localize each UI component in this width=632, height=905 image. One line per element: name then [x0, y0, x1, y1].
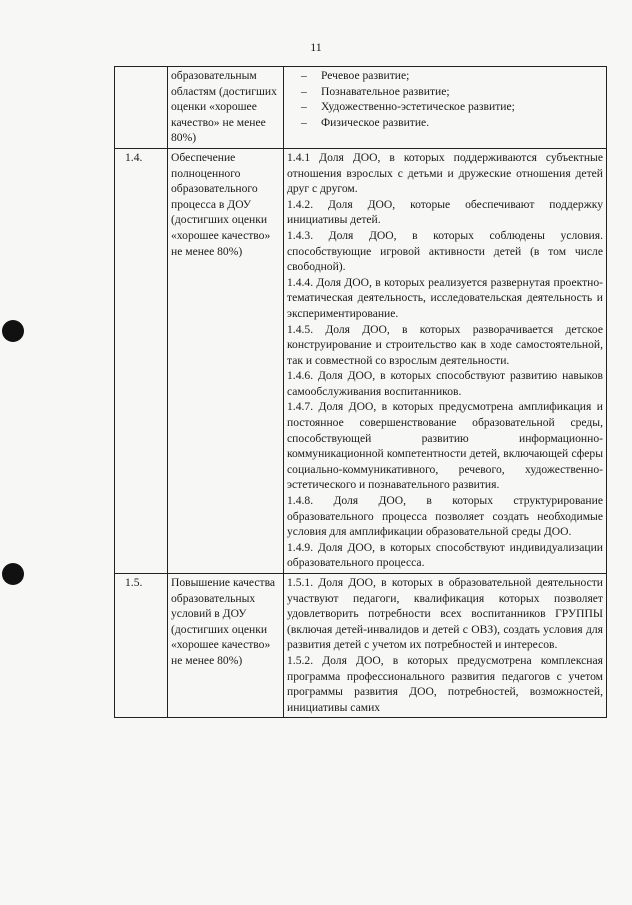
binder-hole	[2, 320, 24, 342]
indicator-text: 1.4.7. Доля ДОО, в которых предусмотрена амплификация и постоянное совершенствование образовательной среды, способствующей развитию информационно-коммуникационной компетентности детей, включающей сферы социально-коммуникативного, речевого, художественно-эстетического и познавательного развития.	[287, 400, 603, 492]
list-item: – Познавательное развитие;	[301, 84, 603, 100]
indicator-text: 1.4.8. Доля ДОО, в которых структурирование образовательного процесса позволяет создать необходимые условия для амплификации образовательной среды ДОО.	[287, 494, 603, 539]
row-number	[115, 67, 168, 149]
row-title: Повышение качества образовательных условий в ДОУ (достигших оценки «хорошее качество» не менее 80%)	[168, 574, 284, 718]
indicators-table	[114, 66, 607, 718]
row-title: образовательным областям (достигших оценки «хорошее качество» не менее 80%)	[168, 67, 284, 149]
row-number: 1.5.	[115, 574, 168, 718]
indicator-text: 1.4.3. Доля ДОО, в которых соблюдены условия. способствующие игровой активности детей (в том числе свободной).	[287, 228, 603, 274]
indicator-text: 1.4.1 Доля ДОО, в которых поддерживаются субъектные отношения взрослых с детьми и дружеские отношения детей друг с другом.	[287, 150, 603, 196]
indicator-text: 1.4.2. Доля ДОО, которые обеспечивают поддержку инициативы детей.	[287, 197, 603, 227]
indicator-text: 1.5.2. Доля ДОО, в которых предусмотрена комплексная программа профессионального развития педагогов с учетом программы развития ДОО, потребностей, возможностей, инициативы самих	[287, 653, 603, 714]
table-row	[115, 148, 607, 573]
indicator-text: 1.5.1. Доля ДОО, в которых в образовательной деятельности участвуют педагоги, квалификация которых позволяет удовлетворить потребности всех воспитанников ГРУППЫ (включая детей-инвалидов и детей с ОВЗ), создать условия для развития детей с учетом их потребностей и интересов.	[287, 576, 603, 652]
indicator-text: 1.4.6. Доля ДОО, в которых способствуют развитию навыков самообслуживания воспитанников.	[287, 369, 603, 398]
row-number: 1.4.	[115, 148, 168, 573]
row-content	[284, 574, 607, 718]
list-item: – Речевое развитие;	[301, 68, 603, 84]
row-content	[284, 148, 607, 573]
indicator-text: 1.4.9. Доля ДОО, в которых способствуют индивидуализации образовательного процесса.	[287, 540, 603, 570]
dash-list	[287, 68, 603, 130]
list-item: – Физическое развитие.	[301, 115, 603, 131]
row-content	[284, 67, 607, 149]
row-title: Обеспечение полноценного образовательного процесса в ДОУ (достигших оценки «хорошее качество» не менее 80%)	[168, 148, 284, 573]
table-row	[115, 67, 607, 149]
page-number: 11	[310, 40, 322, 54]
indicator-text: 1.4.4. Доля ДОО, в которых реализуется развернутая проектно-тематическая деятельность, исследовательская деятельность и экспериментирование.	[287, 275, 603, 320]
list-item: – Художественно-эстетическое развитие;	[301, 99, 603, 115]
indicator-text: 1.4.5. Доля ДОО, в которых разворачивается детское конструирование и строительство как в ходе самостоятельной, так и совместной со взрослым деятельности.	[287, 322, 603, 367]
binder-hole	[2, 563, 24, 585]
table-row	[115, 574, 607, 718]
